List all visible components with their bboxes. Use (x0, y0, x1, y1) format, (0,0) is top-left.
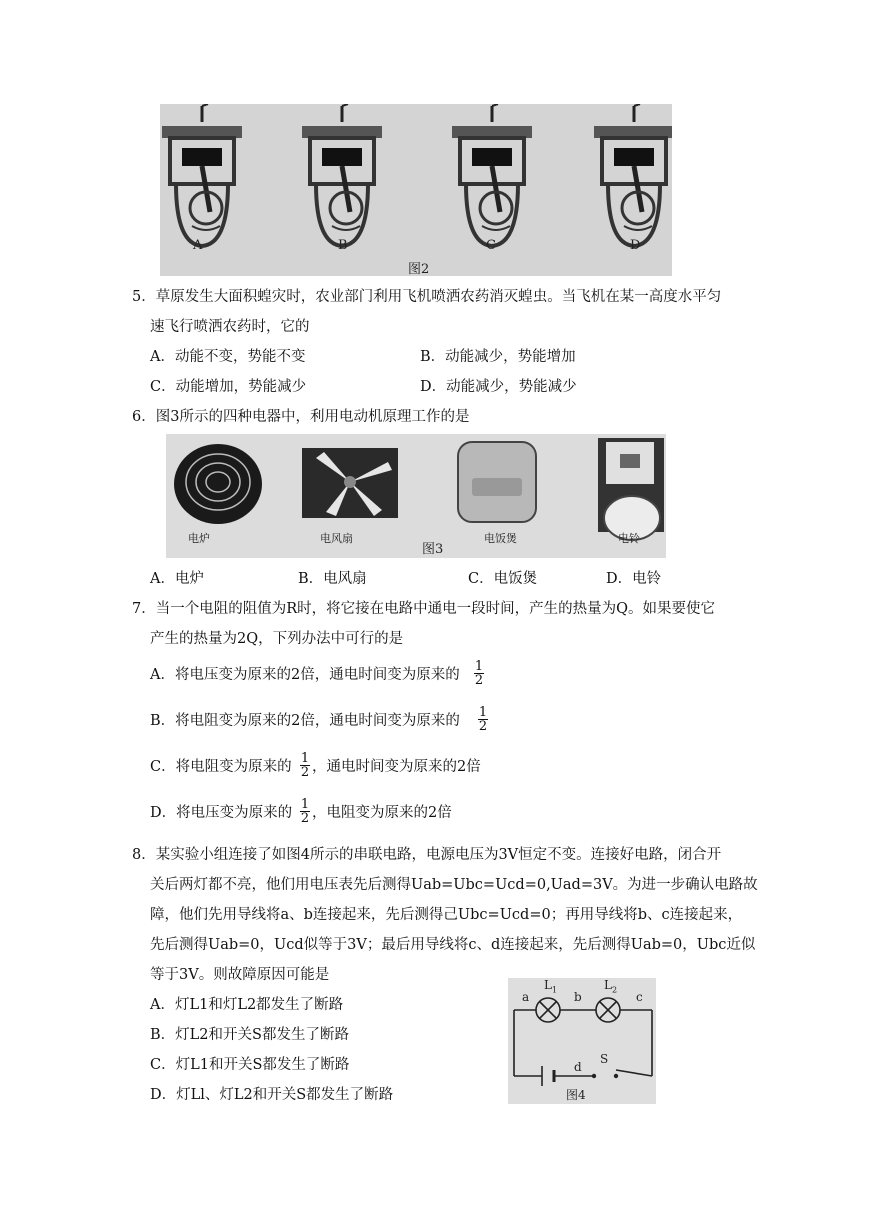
figure-4 (508, 978, 656, 1104)
figure-4-caption: 图4 (566, 1088, 586, 1102)
figure-2 (160, 104, 672, 276)
q7-option-d-suffix: ，电阻变为原来的2倍 (312, 805, 452, 821)
figure-3-label-rice-cooker: 电饭煲 (484, 532, 517, 545)
q8-option-d: D．灯Ll、灯L2和开关S都发生了断路 (150, 1087, 394, 1103)
q6-option-d: D．电铃 (606, 571, 662, 587)
q5-option-c: C．动能增加，势能减少 (150, 379, 307, 395)
battery-symbol (542, 1066, 554, 1086)
figure-3-label-fan: 电风扇 (320, 532, 353, 545)
q6-option-b: B．电风扇 (298, 571, 367, 587)
engine-label-a: A (193, 238, 203, 253)
q7-option-b-fraction (478, 706, 488, 733)
q7-option-d-fraction (300, 798, 310, 825)
figure-3 (166, 434, 666, 558)
figure-3-label-stove: 电炉 (188, 532, 210, 545)
circuit-node-d: d (574, 1060, 582, 1074)
engine-b (302, 104, 382, 246)
fan-picture (302, 448, 398, 518)
q7-stem-line1: 7．当一个电阻的阻值为R时，将它接在电路中通电一段时间，产生的热量为Q。如果要使它 (132, 601, 716, 617)
circuit-node-c: c (636, 990, 643, 1004)
q8-option-c: C．灯L1和开关S都发生了断路 (150, 1057, 350, 1073)
q8-option-a: A．灯L1和灯L2都发生了断路 (150, 997, 344, 1013)
engine-strokes-illustration (160, 104, 672, 276)
fraction-denominator: 2 (300, 811, 310, 826)
fraction-denominator: 2 (478, 719, 488, 734)
engine-c (452, 104, 532, 246)
engine-label-c: C (486, 238, 496, 253)
fraction-numerator: 1 (300, 797, 310, 812)
q7-option-c-fraction (300, 752, 310, 779)
fraction-numerator: 1 (478, 705, 488, 720)
lamp-l1-label (544, 978, 557, 994)
fraction-denominator: 2 (300, 765, 310, 780)
circuit-node-b: b (574, 990, 582, 1004)
q7-option-c-suffix: ，通电时间变为原来的2倍 (312, 759, 481, 775)
engine-label-d: D (630, 238, 641, 253)
q8-stem-line2: 关后两灯都不亮，他们用电压表先后测得Uab=Ubc=Ucd=0,Uad=3V。为进一步确认电路故 (150, 877, 758, 893)
stove-picture (174, 444, 262, 524)
appliances-illustration (166, 434, 666, 558)
q6-option-c: C．电饭煲 (468, 571, 538, 587)
switch-symbol (592, 1074, 618, 1078)
figure-3-caption: 图3 (422, 542, 444, 557)
engine-d (594, 104, 672, 246)
q8-option-b: B．灯L2和开关S都发生了断路 (150, 1027, 349, 1043)
circuit-node-a: a (522, 990, 530, 1004)
fraction-numerator: 1 (474, 659, 484, 674)
q5-option-a: A．动能不变，势能不变 (150, 349, 306, 365)
q6-stem: 6．图3所示的四种电器中，利用电动机原理工作的是 (132, 409, 470, 425)
rice-cooker-picture (458, 442, 536, 522)
q8-stem-line5: 等于3V。则故障原因可能是 (150, 967, 330, 983)
q7-option-a-fraction (474, 660, 484, 687)
engine-label-b: B (338, 238, 348, 253)
q7-option-b: B．将电阻变为原来的2倍，通电时间变为原来的 (150, 713, 460, 729)
q5-stem-line1: 5．草原发生大面积蝗灾时，农业部门利用飞机喷洒农药消灭蝗虫。当飞机在某一高度水平匀 (132, 289, 722, 305)
lamp-l2-symbol (596, 998, 620, 1022)
figure-2-caption: 图2 (408, 262, 430, 276)
q7-stem-line2: 产生的热量为2Q，下列办法中可行的是 (150, 631, 404, 647)
q8-stem-line4: 先后测得Uab=0，Ucd似等于3V；最后用导线将c、d连接起来，先后测得Uab=0，Ubc近似 (150, 937, 756, 953)
lamp-l1-subscript: 1 (551, 985, 558, 995)
q6-option-a: A．电炉 (150, 571, 204, 587)
q5-stem-line2: 速飞行喷洒农药时，它的 (150, 319, 310, 335)
engine-a (162, 104, 242, 246)
fraction-numerator: 1 (300, 751, 310, 766)
lamp-l1-letter: L (544, 978, 552, 992)
q5-option-d: D．动能减少，势能减少 (420, 379, 577, 395)
q7-option-d-prefix: D．将电压变为原来的 (150, 805, 293, 821)
q5-option-b: B．动能减少，势能增加 (420, 349, 576, 365)
figure-3-label-bell: 电铃 (618, 532, 640, 545)
q8-stem-line3: 障，他们先用导线将a、b连接起来，先后测得己Ubc=Ucd=0；再用导线将b、c连接起来， (150, 907, 743, 923)
lamp-l2-letter: L (604, 978, 612, 992)
q7-option-a: A．将电压变为原来的2倍，通电时间变为原来的 (150, 667, 460, 683)
q8-stem-line1: 8．某实验小组连接了如图4所示的串联电路，电源电压为3V恒定不变。连接好电路，闭合开 (132, 847, 722, 863)
fraction-denominator: 2 (474, 673, 484, 688)
q7-option-c-prefix: C．将电阻变为原来的 (150, 759, 292, 775)
bell-picture (598, 438, 664, 540)
lamp-l2-subscript: 2 (611, 985, 618, 995)
switch-label: S (600, 1052, 609, 1066)
lamp-l1-symbol (536, 998, 560, 1022)
lamp-l2-label (604, 978, 617, 994)
